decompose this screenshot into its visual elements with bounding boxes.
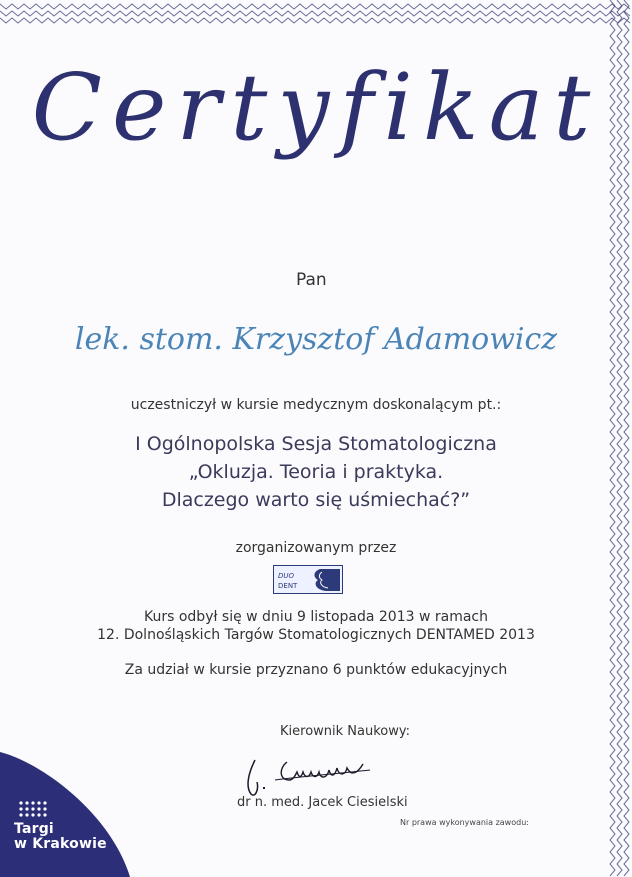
signature	[235, 750, 385, 800]
brand-line-1: Targi	[14, 821, 54, 837]
brand-name	[14, 822, 107, 852]
course-title-line-2: „Okluzja. Teoria i praktyka.	[188, 461, 444, 483]
organizer-logo	[273, 565, 343, 594]
course-date-text: Kurs odbył się w dniu 9 listopada 2013 w ramach	[144, 609, 488, 625]
brand-line-2: w Krakowie	[14, 836, 107, 852]
svg-text:DENT: DENT	[278, 582, 298, 590]
recipient-name: lek. stom. Krzysztof Adamowicz	[74, 322, 558, 357]
education-points-text: Za udział w kursie przyznano 6 punktów edukacyjnych	[124, 662, 508, 678]
salutation: Pan	[296, 270, 327, 290]
scientific-head-label: Kierownik Naukowy:	[280, 724, 410, 739]
svg-text:DUO: DUO	[278, 572, 295, 580]
participation-text: uczestniczył w kursie medycznym doskonalącym pt.:	[130, 397, 502, 413]
signer-name: dr n. med. Jacek Ciesielski	[237, 795, 408, 810]
event-name-text: 12. Dolnośląskich Targów Stomatologicznych DENTAMED 2013	[97, 627, 535, 643]
course-title-line-3: Dlaczego warto się uśmiechać?”	[161, 489, 471, 511]
organized-by-text: zorganizowanym przez	[235, 540, 397, 556]
certificate-title: Certyfikat	[31, 54, 601, 161]
license-number-label: Nr prawa wykonywania zawodu:	[400, 818, 529, 827]
decorative-border-top	[0, 0, 632, 30]
course-title-line-1: I Ogólnopolska Sesja Stomatologiczna	[135, 433, 497, 455]
brand-logo-icon	[18, 800, 48, 818]
